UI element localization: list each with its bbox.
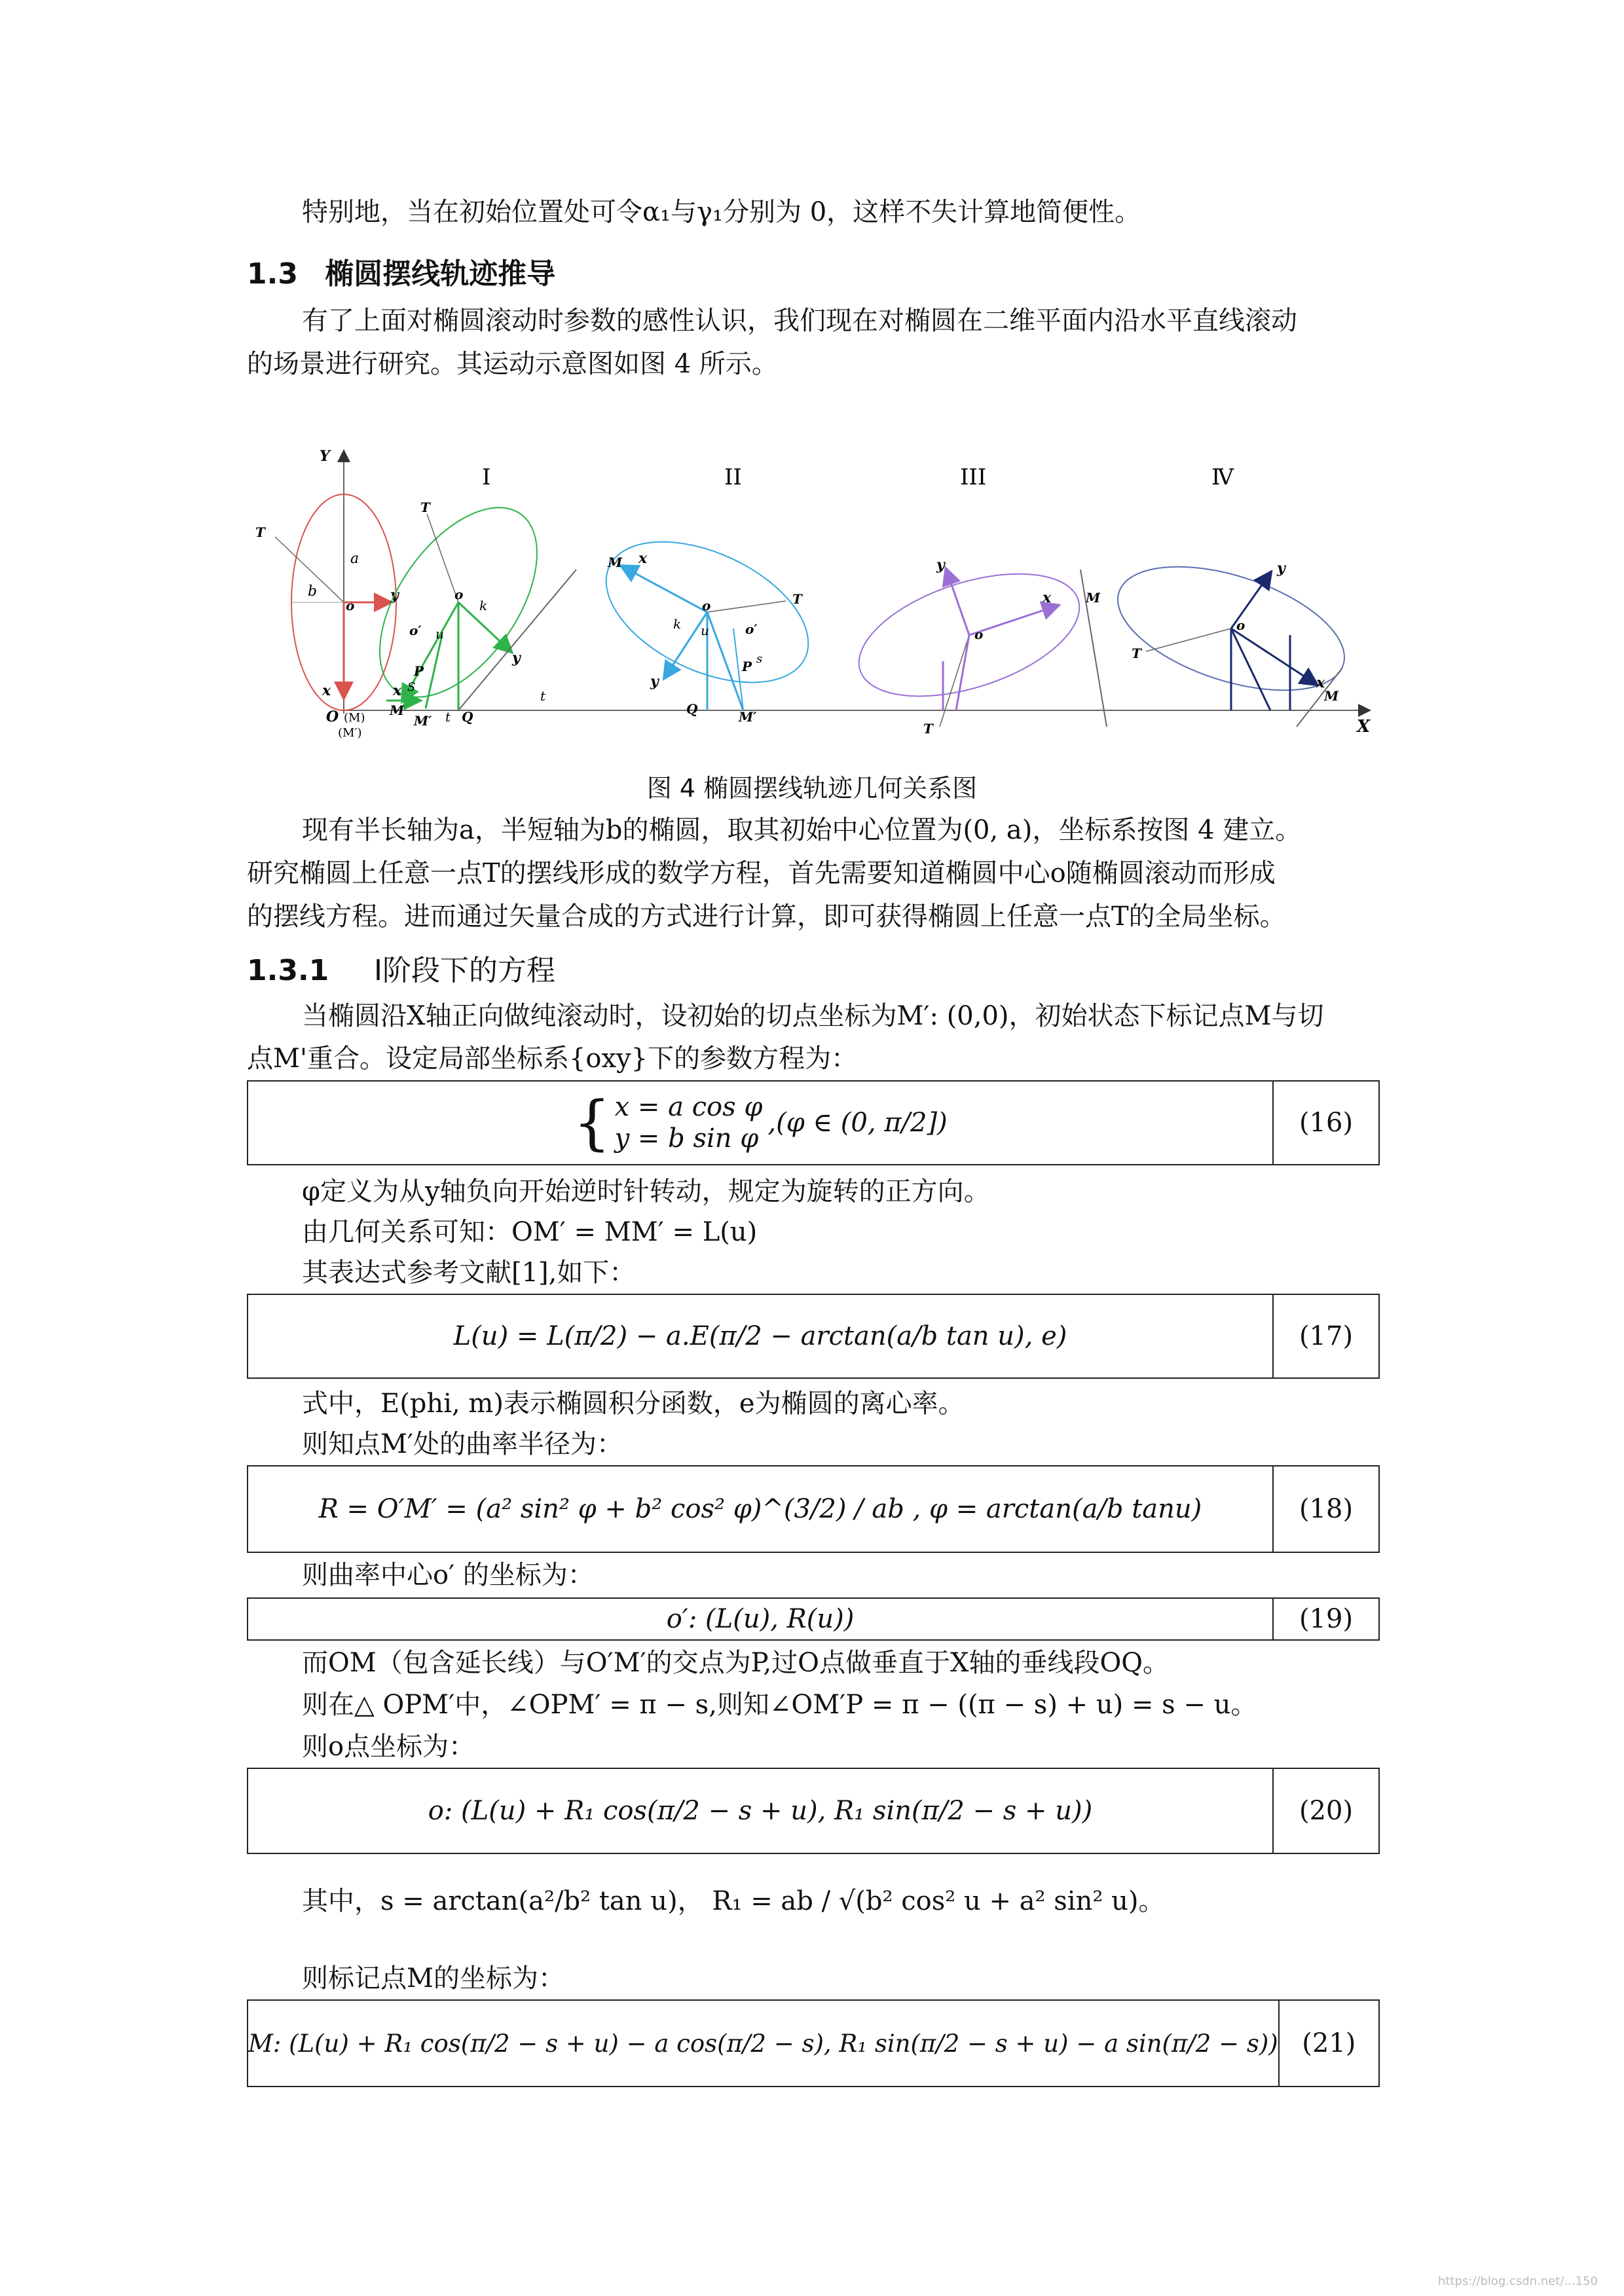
section-number: 1.3: [247, 257, 298, 291]
eq16-domain: ,(φ ∈ (0, π/2]): [767, 1108, 948, 1138]
paragraph-line: 的摆线方程。进而通过矢量合成的方式进行计算，即可获得椭圆上任意一点T的全局坐标。: [247, 902, 1286, 932]
eq17-text: L(u) = L(π/2) − a.E(π/2 − arctan(a/b tan u), e): [248, 1295, 1274, 1377]
stage-1-ellipse: [348, 480, 569, 729]
svg-text:T: T: [923, 721, 933, 737]
eq16-line2: y = b sin φ: [614, 1123, 759, 1154]
svg-text:u: u: [701, 623, 709, 638]
equation-number: (16): [1299, 1108, 1354, 1138]
paragraph-line: 而OM（包含延长线）与O′M′的交点为P,过O点做垂直于X轴的垂线段OQ。: [302, 1648, 1170, 1678]
svg-text:y: y: [650, 673, 659, 690]
section-heading-1-3-1: [247, 947, 555, 989]
svg-text:M: M: [608, 555, 623, 570]
x-axis-label: X: [1357, 717, 1371, 737]
svg-text:M: M: [1324, 688, 1339, 704]
svg-text:o: o: [454, 587, 464, 602]
stage-label-i: I: [482, 464, 491, 490]
equation-number: (18): [1299, 1494, 1354, 1524]
paragraph-line: 由几何关系可知：OM′ = MM′ = L(u): [302, 1217, 758, 1247]
y-axis-label: Y: [320, 448, 330, 465]
stage-label-iv: Ⅳ: [1211, 464, 1234, 490]
paragraph-line: 有了上面对椭圆滚动时参数的感性认识，我们现在对椭圆在二维平面内沿水平直线滚动: [302, 306, 1297, 336]
svg-text:o′: o′: [409, 623, 422, 638]
svg-text:M′: M′: [414, 713, 432, 729]
subsection-number: 1.3.1: [247, 954, 329, 987]
paragraph-line: 其表达式参考文献[1],如下：: [302, 1258, 636, 1288]
figure-caption: 图 4 椭圆摆线轨迹几何关系图: [646, 774, 978, 803]
svg-text:k: k: [479, 598, 488, 613]
svg-text:M: M: [1086, 590, 1101, 606]
paragraph-line: 则标记点M的坐标为：: [302, 1963, 564, 1994]
eq16-line1: x = a cos φ: [614, 1092, 763, 1122]
paragraph-line: 则在△ OPM′中，∠OPM′ = π − s,则知∠OM′P = π − ((π − s) + u) = s − u。: [302, 1690, 1257, 1720]
svg-text:x: x: [1043, 589, 1052, 606]
svg-text:y: y: [936, 556, 945, 574]
equation-17: [247, 1294, 1380, 1379]
equation-18: [247, 1465, 1380, 1553]
section-heading-1-3: [247, 250, 555, 292]
svg-text:y: y: [512, 649, 521, 666]
svg-text:x: x: [322, 682, 331, 699]
stage-label-ii: II: [724, 464, 742, 490]
svg-text:y: y: [1277, 560, 1285, 577]
paragraph-line: 其中，s = arctan(a²/b² tan u)， R₁ = ab / √(b² cos² u + a² sin² u)。: [302, 1886, 1165, 1916]
svg-text:t: t: [445, 709, 451, 725]
svg-text:o: o: [346, 598, 355, 613]
equation-number: (19): [1299, 1604, 1354, 1634]
svg-text:k: k: [673, 616, 682, 632]
svg-text:(M′): (M′): [338, 726, 362, 740]
paragraph-line: 则曲率中心o′ 的坐标为：: [302, 1560, 594, 1590]
svg-text:u: u: [435, 626, 444, 642]
stage-2-ellipse: [584, 513, 830, 725]
paragraph-line: 当椭圆沿X轴正向做纯滚动时，设初始的切点坐标为M′: (0,0)，初始状态下标记点M与切: [302, 1001, 1324, 1031]
svg-text:b: b: [308, 583, 318, 600]
svg-text:s: s: [756, 652, 763, 666]
angle-t-label: t: [540, 688, 546, 704]
paragraph-line: 的场景进行研究。其运动示意图如图 4 所示。: [247, 349, 778, 379]
svg-text:Q: Q: [686, 701, 698, 717]
equation-number: (17): [1299, 1321, 1354, 1351]
paragraph-line: 研究椭圆上任意一点T的摆线形成的数学方程，首先需要知道椭圆中心o随椭圆滚动而形成: [247, 858, 1276, 888]
equation-16: { x = a cos φ y = b sin φ ,(φ ∈ (0, π/2]) (16): [247, 1080, 1380, 1165]
tangent-line-i: [458, 570, 576, 710]
ellipse-cycloid-figure: [236, 439, 1395, 746]
stage-4-ellipse: [1103, 542, 1359, 727]
section-title: 椭圆摆线轨迹推导: [325, 257, 556, 291]
eq21-text: M: (L(u) + R₁ cos(π/2 − s + u) − a cos(π/2 − s), R₁ sin(π/2 − s + u) − a sin(π/2 − s)): [248, 2001, 1280, 2086]
svg-text:M: M: [390, 702, 405, 718]
equation-number: (21): [1302, 2028, 1356, 2058]
equation-20: [247, 1768, 1380, 1854]
svg-text:S: S: [407, 680, 416, 694]
stage-label-iii: III: [960, 464, 987, 490]
stage-0-ellipse: [255, 494, 400, 740]
svg-text:P: P: [742, 659, 752, 674]
equation-21: [247, 1999, 1380, 2087]
svg-text:(M): (M): [344, 711, 365, 725]
svg-text:o: o: [702, 598, 711, 613]
paragraph-line: φ定义为从y轴负向开始逆时针转动，规定为旋转的正方向。: [302, 1176, 990, 1207]
paragraph-line: 则o点坐标为：: [302, 1732, 475, 1762]
intro-paragraph: 特别地，当在初始位置处可令α₁与γ₁分别为 0，这样不失计算地简便性。: [302, 197, 1141, 227]
svg-text:O: O: [326, 708, 339, 725]
paragraph-line: 式中，E(phi, m)表示椭圆积分函数，e为椭圆的离心率。: [302, 1389, 965, 1419]
svg-text:M′: M′: [739, 709, 757, 725]
eq20-text: o: (L(u) + R₁ cos(π/2 − s + u), R₁ sin(π/2 − s + u)): [248, 1769, 1274, 1853]
svg-text:a: a: [350, 551, 360, 567]
paragraph-line: 则知点M′处的曲率半径为：: [302, 1429, 623, 1459]
svg-text:T: T: [1132, 646, 1141, 661]
eq18-text: R = O′M′ = (a² sin² φ + b² cos² φ)^(3/2) / ab , φ = arctan(a/b tanu): [248, 1467, 1274, 1552]
svg-text:x: x: [393, 682, 402, 699]
equation-19: [247, 1597, 1380, 1641]
svg-text:T: T: [792, 591, 802, 607]
svg-text:o′: o′: [745, 621, 758, 637]
paragraph-line: 现有半长轴为a，半短轴为b的椭圆，取其初始中心位置为(0, a)，坐标系按图 4 建立。: [302, 815, 1302, 845]
eq19-text: o′: (L(u), R(u)): [248, 1599, 1274, 1639]
stage-3-ellipse: [844, 550, 1107, 737]
svg-text:x: x: [1316, 674, 1325, 691]
svg-text:o: o: [1236, 617, 1246, 633]
equation-number: (20): [1299, 1796, 1354, 1826]
svg-text:P: P: [414, 663, 424, 679]
svg-text:x: x: [638, 550, 648, 567]
svg-text:y: y: [390, 587, 399, 604]
svg-text:Q: Q: [462, 709, 473, 725]
watermark: https://blog.csdn.net/...150: [1437, 2274, 1598, 2288]
svg-text:T: T: [420, 500, 430, 515]
subsection-title: Ⅰ阶段下的方程: [374, 954, 555, 987]
svg-text:T: T: [255, 524, 265, 540]
svg-text:o: o: [974, 627, 984, 642]
paragraph-line: 点M'重合。设定局部坐标系{oxy}下的参数方程为：: [247, 1044, 858, 1074]
